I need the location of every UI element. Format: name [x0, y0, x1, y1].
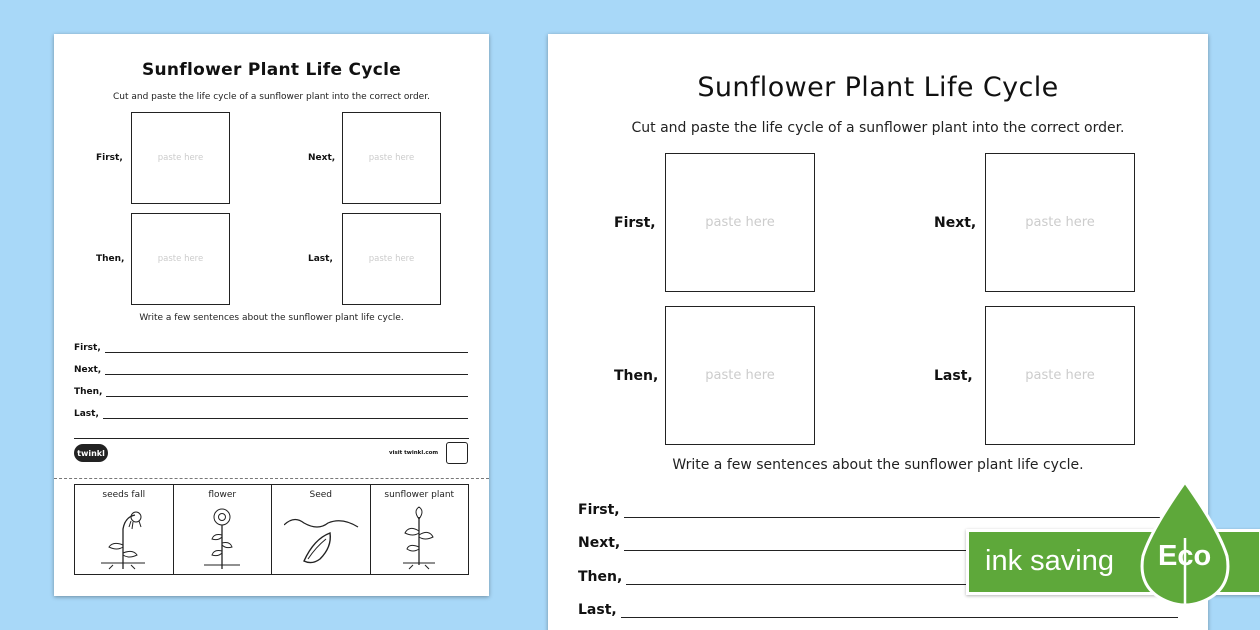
- cutout-caption: flower: [208, 490, 237, 500]
- cutout-strip: [74, 484, 469, 575]
- rule: [105, 352, 468, 353]
- paste-box-next: [985, 153, 1135, 292]
- cutout-caption: Seed: [309, 490, 332, 500]
- visit-link-text: visit twinkl.com: [389, 450, 439, 456]
- cutout-seed: [272, 485, 371, 574]
- write-instruction: Write a few sentences about the sunflower plant life cycle.: [139, 313, 404, 323]
- line-label: First,: [578, 502, 620, 518]
- box-label-first: First,: [614, 215, 656, 231]
- paste-box-then: [131, 213, 230, 305]
- writing-line-then: [74, 383, 468, 397]
- line-label: First,: [74, 343, 101, 353]
- cut-line: [54, 478, 489, 479]
- paste-box-then: [665, 306, 815, 445]
- quality-badge-icon: [446, 442, 468, 464]
- box-label-next: Next,: [308, 153, 336, 163]
- rule: [106, 396, 468, 397]
- paste-placeholder: paste here: [705, 368, 775, 383]
- line-label: Next,: [578, 535, 621, 551]
- instruction-text: Cut and paste the life cycle of a sunflower plant into the correct order.: [631, 120, 1125, 136]
- instruction-text: Cut and paste the life cycle of a sunflower plant into the correct order.: [113, 92, 430, 102]
- page-title: Sunflower Plant Life Cycle: [141, 60, 402, 80]
- seed-in-soil-icon: [284, 505, 364, 571]
- ink-saving-label: ink saving: [985, 545, 1114, 577]
- writing-line-last: [74, 405, 468, 419]
- paste-placeholder: paste here: [368, 254, 415, 264]
- flowering-sunflower-icon: [186, 505, 258, 571]
- paste-placeholder: paste here: [157, 254, 204, 264]
- line-label: Last,: [74, 409, 99, 419]
- writing-line-next: [74, 361, 468, 375]
- box-label-first: First,: [96, 153, 123, 163]
- line-label: Next,: [74, 365, 102, 375]
- cutout-flower: [174, 485, 273, 574]
- cutout-caption: sunflower plant: [384, 490, 455, 500]
- cutout-sunflower-plant: [371, 485, 469, 574]
- writing-line-last: [578, 598, 1178, 618]
- cutout-seeds-fall: [75, 485, 174, 574]
- wilted-sunflower-icon: [87, 505, 159, 571]
- line-label: Then,: [578, 569, 623, 585]
- box-label-then: Then,: [96, 254, 125, 264]
- eco-label: Eco: [1158, 540, 1212, 572]
- page-title: Sunflower Plant Life Cycle: [697, 72, 1059, 103]
- writing-line-first: [74, 339, 468, 353]
- paste-placeholder: paste here: [705, 215, 775, 230]
- rule: [105, 374, 468, 375]
- paste-box-last: [985, 306, 1135, 445]
- young-plant-icon: [383, 505, 455, 571]
- line-label: Last,: [578, 602, 617, 618]
- paste-placeholder: paste here: [1025, 368, 1095, 383]
- twinkl-logo: twinkl: [74, 444, 108, 462]
- paste-placeholder: paste here: [1025, 215, 1095, 230]
- rule: [103, 418, 468, 419]
- write-instruction: Write a few sentences about the sunflower plant life cycle.: [672, 457, 1084, 473]
- footer-divider: [74, 438, 469, 439]
- paste-box-next: [342, 112, 441, 204]
- paste-placeholder: paste here: [368, 153, 415, 163]
- paste-placeholder: paste here: [157, 153, 204, 163]
- paste-box-first: [665, 153, 815, 292]
- line-label: Then,: [74, 387, 103, 397]
- writing-line-first: [578, 498, 1178, 518]
- rule: [624, 517, 1178, 518]
- box-label-last: Last,: [308, 254, 333, 264]
- paste-box-first: [131, 112, 230, 204]
- paste-box-last: [342, 213, 441, 305]
- box-label-last: Last,: [934, 368, 973, 384]
- rule: [621, 617, 1178, 618]
- cutout-caption: seeds fall: [102, 490, 146, 500]
- worksheet-thumbnail: [54, 34, 489, 596]
- box-label-then: Then,: [614, 368, 659, 384]
- box-label-next: Next,: [934, 215, 977, 231]
